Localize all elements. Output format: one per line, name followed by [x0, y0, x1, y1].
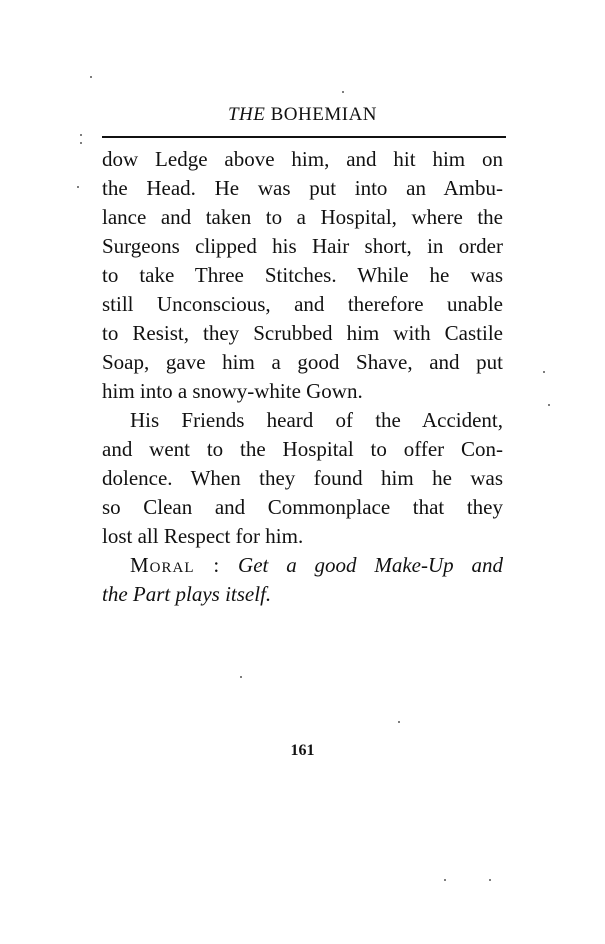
moral-text-continued: the Part plays itself.	[102, 582, 272, 606]
moral-text: Get a good Make-Up and	[238, 553, 503, 577]
text-line: and went to the Hospital to offer Con-	[102, 437, 503, 461]
print-speck	[548, 404, 550, 406]
print-speck	[80, 142, 82, 144]
text-line: to Resist, they Scrubbed him with Castile	[102, 321, 503, 345]
running-head-title: BOHEMIAN	[270, 104, 378, 125]
print-speck	[543, 371, 545, 373]
text-line: so Clean and Commonplace that they	[102, 495, 503, 519]
text-line: His Friends heard of the Accident,	[130, 408, 503, 432]
text-line: the Head. He was put into an Ambu-	[102, 176, 503, 200]
print-speck	[489, 879, 491, 881]
text-line: still Unconscious, and therefore unable	[102, 292, 503, 316]
print-speck	[80, 134, 82, 136]
running-head-article: THE	[227, 104, 266, 125]
print-speck	[444, 879, 446, 881]
print-speck	[398, 721, 400, 723]
body-text	[102, 145, 503, 609]
text-line: him into a snowy-white Gown.	[102, 379, 363, 403]
print-speck	[240, 676, 242, 678]
page-number: 161	[290, 742, 315, 759]
print-speck	[77, 186, 79, 188]
text-line: dolence. When they found him he was	[102, 466, 503, 490]
print-speck	[342, 91, 344, 93]
header-rule	[102, 136, 506, 138]
text-line: to take Three Stitches. While he was	[102, 263, 503, 287]
text-line: dow Ledge above him, and hit him on	[102, 147, 503, 171]
running-head	[0, 104, 605, 126]
text-line: lost all Respect for him.	[102, 524, 304, 548]
text-line: Surgeons clipped his Hair short, in order	[102, 234, 503, 258]
text-line: Soap, gave him a good Shave, and put	[102, 350, 503, 374]
text-line: lance and taken to a Hospital, where the	[102, 205, 503, 229]
print-speck	[90, 76, 92, 78]
moral-line	[102, 551, 503, 580]
moral-label: Moral :	[130, 553, 221, 577]
